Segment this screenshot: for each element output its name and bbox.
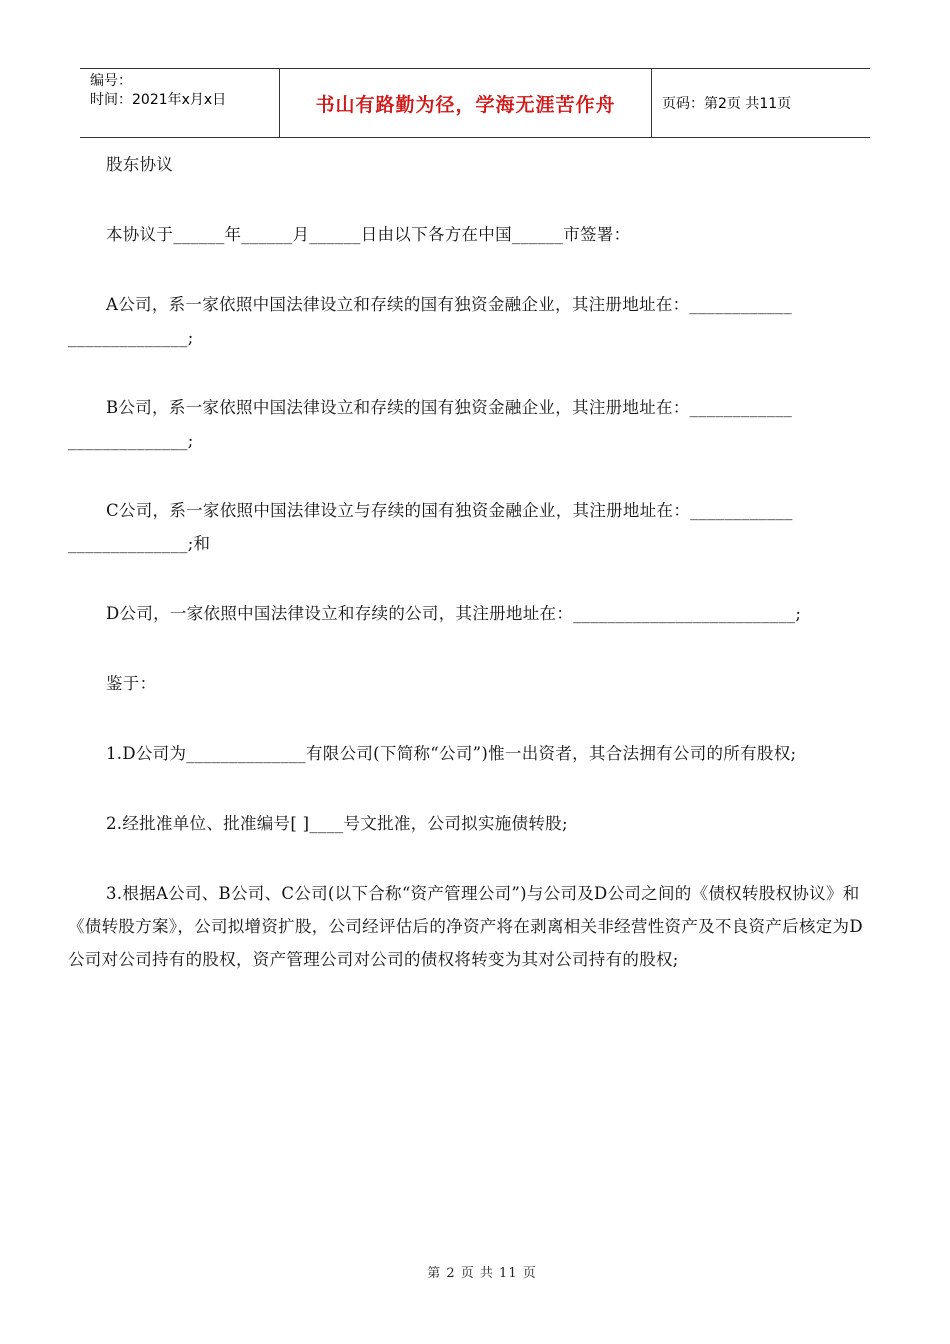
paragraph-signing: 本协议于______年______月______日由以下各方在中国______市签署： — [106, 225, 631, 244]
paragraph-whereas: 鉴于： — [106, 674, 157, 693]
header-number-label: 编号： — [90, 73, 132, 89]
paragraph-party-b: B公司，系一家依照中国法律设立和存续的国有独资金融企业，其注册地址在：____________ ______________; — [68, 398, 793, 450]
page-header — [80, 68, 870, 138]
paragraph-party-a: A公司，系一家依照中国法律设立和存续的国有独资金融企业，其注册地址在：____________ ______________; — [68, 295, 793, 347]
paragraph-recital-2: 2.经批准单位、批准编号[ ]____号文批准，公司拟实施债转股; — [106, 814, 568, 833]
header-motto: 书山有路勤为径，学海无涯苦作舟 — [280, 69, 652, 137]
paragraph-recital-3: 3.根据A公司、B公司、C公司(以下合称“资产管理公司”)与公司及D公司之间的《债权转股权协议》和《债转股方案》，公司拟增资扩股，公司经评估后的净资产将在剥离相关非经营性资产及不良资产后核定为D公司对公司持有的股权，资产管理公司对公司的债权将转变为其对公司持有的股权; — [68, 884, 863, 969]
paragraph-party-d: D公司，一家依照中国法律设立和存续的公司，其注册地址在：__________________________; — [106, 604, 802, 623]
document-body — [68, 148, 874, 1013]
page-footer: 第 2 页 共 11 页 — [427, 1266, 537, 1281]
paragraph-party-c: C公司，系一家依照中国法律设立与存续的国有独资金融企业，其注册地址在：____________ ______________;和 — [68, 501, 793, 553]
document-title: 股东协议 — [106, 155, 174, 174]
header-page-info: 页码：第2页 共11页 — [662, 96, 792, 112]
header-time-label: 时间：2021年x月x日 — [90, 92, 227, 108]
header-meta — [80, 69, 280, 137]
paragraph-recital-1: 1.D公司为______________有限公司(下简称“公司”)惟一出资者，其合法拥有公司的所有股权; — [106, 744, 797, 763]
